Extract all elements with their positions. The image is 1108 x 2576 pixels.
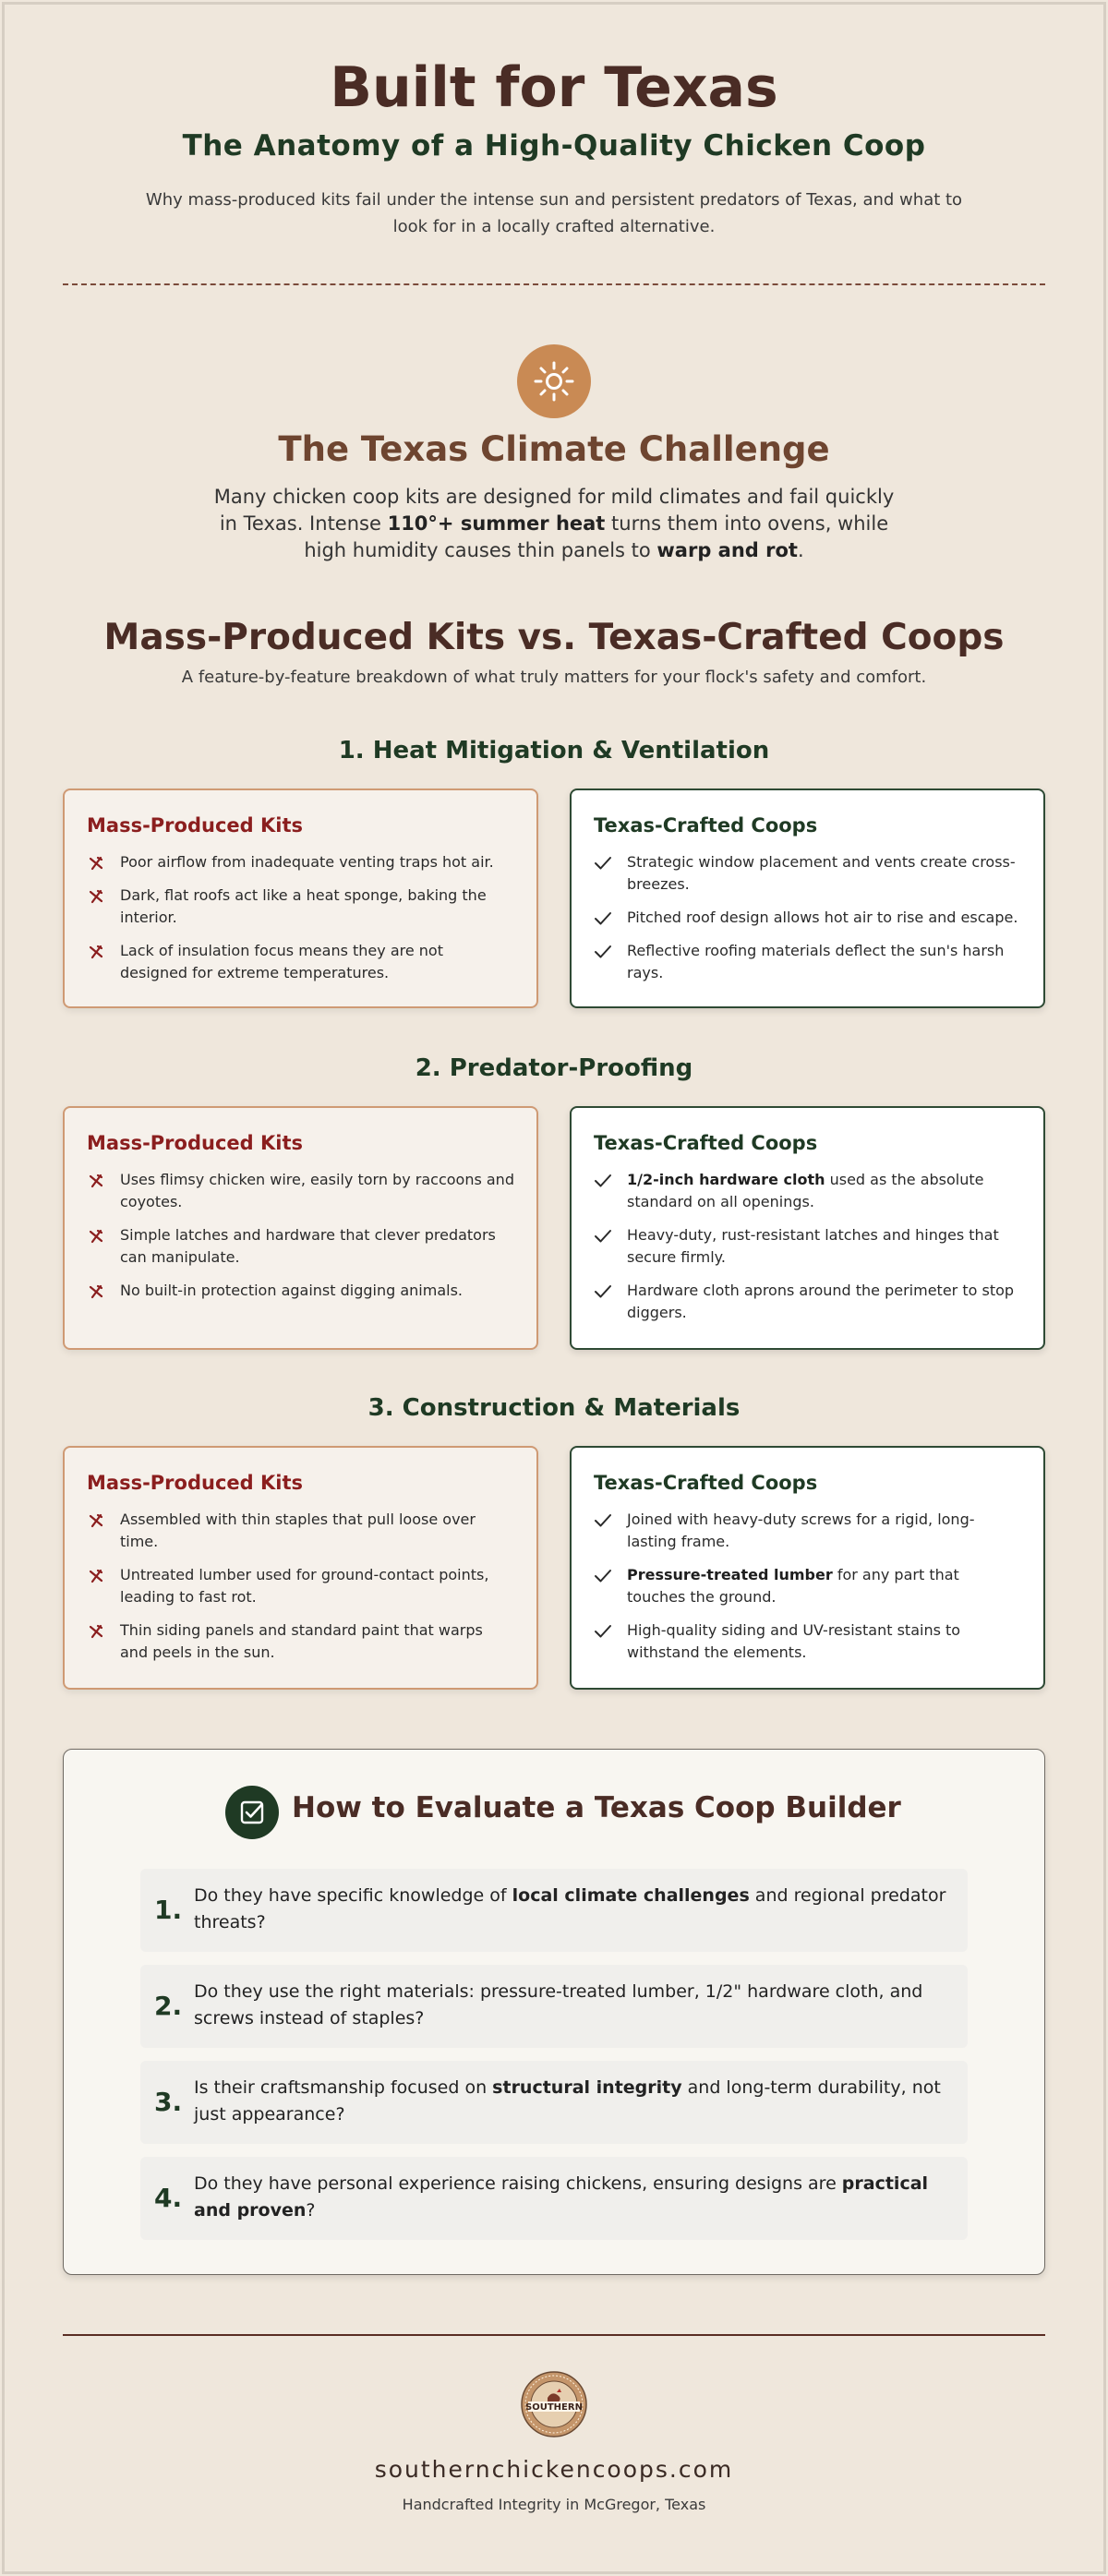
list-item: Joined with heavy-duty screws for a rigid, long-lasting frame. [594, 1509, 1021, 1553]
crafted-card [570, 1446, 1045, 1690]
question-item [140, 2157, 968, 2240]
check-icon [594, 943, 612, 961]
list-item: Strategic window placement and vents create cross-breezes. [594, 851, 1021, 896]
list-item: Simple latches and hardware that clever predators can manipulate. [87, 1224, 514, 1269]
dashed-divider [63, 283, 1045, 285]
check-icon [594, 854, 612, 873]
comparison-subtitle: A feature-by-feature breakdown of what truly matters for your flock's safety and comfort. [181, 668, 927, 687]
x-icon [87, 1622, 105, 1641]
x-icon [87, 1227, 105, 1246]
list-item: No built-in protection against digging animals. [87, 1280, 514, 1302]
question-number: 1. [154, 1895, 183, 1925]
page-title: Built for Texas [330, 55, 778, 120]
x-icon [87, 854, 105, 873]
kits-card [63, 1446, 538, 1690]
checklist-icon [225, 1786, 279, 1839]
page-subtitle: The Anatomy of a High-Quality Chicken Coop [182, 129, 926, 163]
question-number: 3. [154, 2087, 183, 2117]
list-item: Pressure-treated lumber for any part that touches the ground. [594, 1564, 1021, 1608]
kits-card [63, 1106, 538, 1350]
check-icon [594, 1282, 612, 1301]
section-title: 3. Construction & Materials [367, 1394, 741, 1422]
svg-text:SOUTHERN: SOUTHERN [525, 2402, 583, 2413]
x-icon [87, 943, 105, 961]
site-url[interactable]: southernchickencoops.com [374, 2456, 734, 2483]
list-item: Assembled with thin staples that pull loose over time. [87, 1509, 514, 1553]
crafted-card-title: Texas-Crafted Coops [594, 814, 818, 837]
check-icon [594, 1567, 612, 1585]
x-icon [87, 1567, 105, 1585]
question-text: Do they have personal experience raising chickens, ensuring designs are practical and proven? [194, 2173, 929, 2221]
question-text: Is their craftsmanship focused on structural integrity and long-term durability, not just appearance? [194, 2077, 941, 2125]
list-item: High-quality siding and UV-resistant stains to withstand the elements. [594, 1619, 1021, 1664]
section-title: 2. Predator-Proofing [415, 1054, 693, 1082]
list-item: Reflective roofing materials deflect the sun's harsh rays. [594, 940, 1021, 984]
x-icon [87, 887, 105, 906]
crafted-card-title: Texas-Crafted Coops [594, 1132, 818, 1154]
list-item: Lack of insulation focus means they are not designed for extreme temperatures. [87, 940, 514, 984]
question-item [140, 1965, 968, 2048]
list-item: Hardware cloth aprons around the perimeter to stop diggers. [594, 1280, 1021, 1324]
kits-card-title: Mass-Produced Kits [87, 814, 303, 837]
x-icon [87, 1172, 105, 1190]
check-icon [594, 1622, 612, 1641]
check-icon [594, 1511, 612, 1530]
list-item: Heavy-duty, rust-resistant latches and hinges that secure firmly. [594, 1224, 1021, 1269]
climate-title: The Texas Climate Challenge [278, 429, 830, 469]
list-item: Thin siding panels and standard paint that warps and peels in the sun. [87, 1619, 514, 1664]
intro-text: Why mass-produced kits fail under the intense sun and persistent predators of Texas, and what to look for in a locally crafted alternative. [145, 190, 963, 236]
x-icon [87, 1511, 105, 1530]
question-text: Do they have specific knowledge of local climate challenges and regional predator threats? [194, 1885, 946, 1932]
kits-card [63, 788, 538, 1008]
question-text: Do they use the right materials: pressure-treated lumber, 1/2" hardware cloth, and screws instead of staples? [194, 1981, 923, 2028]
footer-divider [63, 2334, 1045, 2336]
crafted-card [570, 1106, 1045, 1350]
footer-tagline: Handcrafted Integrity in McGregor, Texas [402, 2496, 706, 2513]
crafted-card [570, 788, 1045, 1008]
x-icon [87, 1282, 105, 1301]
sun-icon [517, 344, 591, 418]
list-item: Untreated lumber used for ground-contact points, leading to fast rot. [87, 1564, 514, 1608]
kits-card-title: Mass-Produced Kits [87, 1132, 303, 1154]
brand-logo[interactable] [520, 2370, 588, 2438]
list-item: 1/2-inch hardware cloth used as the absolute standard on all openings. [594, 1169, 1021, 1213]
check-icon [594, 909, 612, 928]
list-item: Dark, flat roofs act like a heat sponge, baking the interior. [87, 885, 514, 929]
check-icon [594, 1172, 612, 1190]
list-item: Uses flimsy chicken wire, easily torn by raccoons and coyotes. [87, 1169, 514, 1213]
climate-text: Many chicken coop kits are designed for mild climates and fail quickly in Texas. Intense 110°+ summer heat turns them into ovens, while high humidity causes thin panels to warp and rot. [213, 486, 895, 561]
comparison-title: Mass-Produced Kits vs. Texas-Crafted Coops [103, 617, 1005, 658]
question-item [140, 1869, 968, 1952]
kits-card-title: Mass-Produced Kits [87, 1472, 303, 1494]
crafted-card-title: Texas-Crafted Coops [594, 1472, 818, 1494]
section-title: 1. Heat Mitigation & Ventilation [338, 737, 770, 764]
check-icon [594, 1227, 612, 1246]
question-item [140, 2061, 968, 2144]
question-number: 2. [154, 1991, 183, 2021]
list-item: Pitched roof design allows hot air to rise and escape. [594, 907, 1021, 929]
evaluate-title: How to Evaluate a Texas Coop Builder [292, 1791, 901, 1824]
question-number: 4. [154, 2183, 183, 2213]
list-item: Poor airflow from inadequate venting traps hot air. [87, 851, 514, 873]
